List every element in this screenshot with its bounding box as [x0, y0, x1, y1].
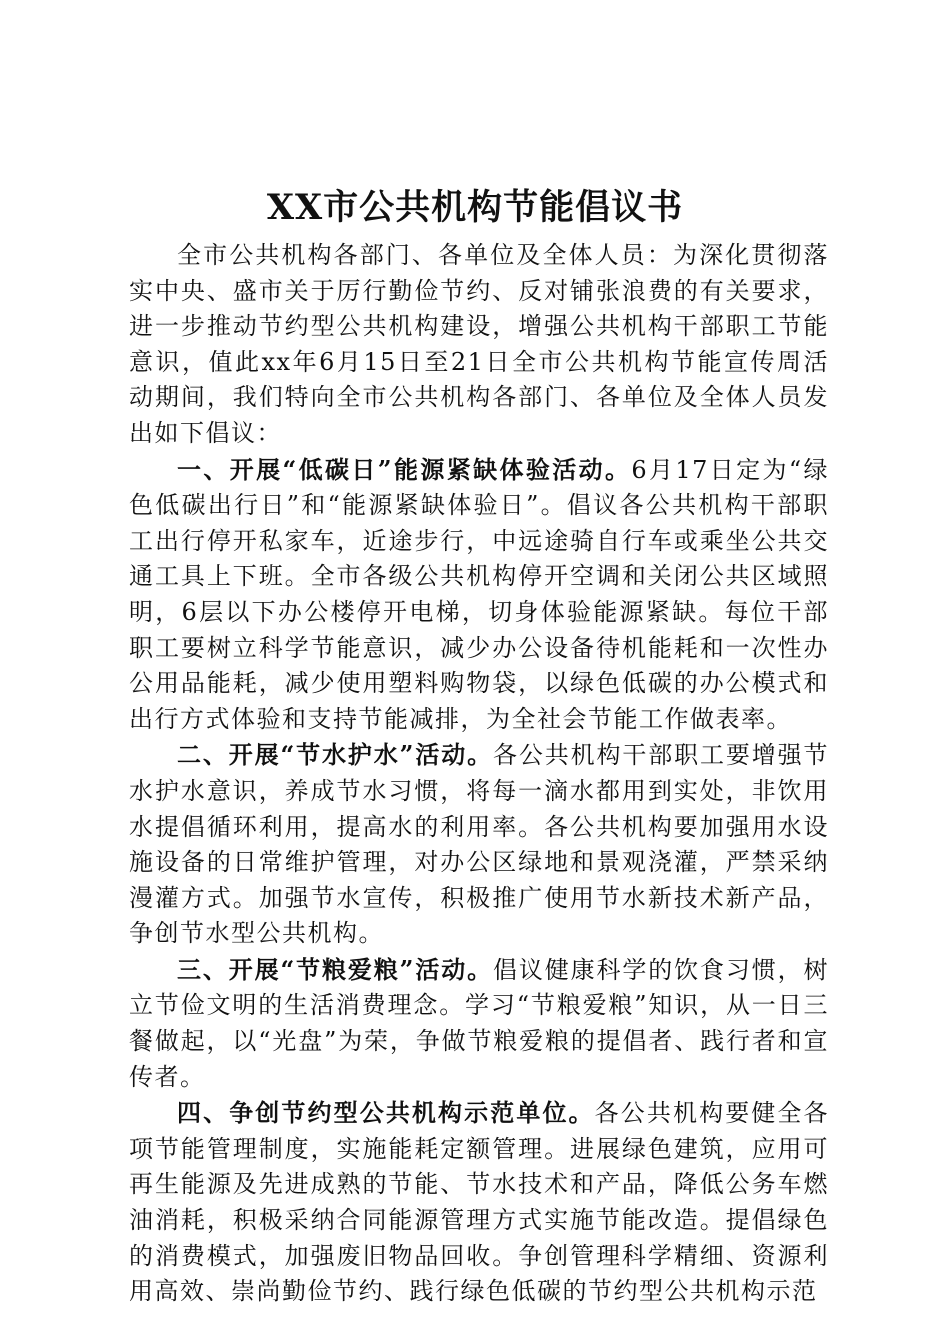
section-text-3: 倡议健康科学的饮食习惯，树立节俭文明的生活消费理念。学习“节粮爱粮”知识，从一日三餐做起，以“光盘”为荣，争做节粮爱粮的提倡者、践行者和宣传者。 — [129, 955, 830, 1091]
document-body — [129, 238, 829, 1310]
section-heading-2: 二、开展“节水护水”活动。 — [177, 740, 493, 770]
section-heading-3: 三、开展“节粮爱粮”活动。 — [177, 954, 493, 984]
section-heading-1: 一、开展“低碳日”能源紧缺体验活动。 — [177, 454, 632, 484]
section-text-1: 6月17日定为“绿色低碳出行日”和“能源紧缺体验日”。倡议各公共机构干部职工出行停开私家车，近途步行，中远途骑自行车或乘坐公共交通工具上下班。全市各级公共机构停开空调和关闭公共区域照明，6层以下办公楼停开电梯，切身体验能源紧缺。每位干部职工要树立科学节能意识，减少办公设备待机能耗和一次性办公用品能耗，减少使用塑料购物袋，以绿色低碳的办公模式和出行方式体验和支持节能减排，为全社会节能工作做表率。 — [129, 455, 830, 733]
intro-paragraph: 全市公共机构各部门、各单位及全体人员：为深化贯彻落实中央、盛市关于厉行勤俭节约、反对铺张浪费的有关要求，进一步推动节约型公共机构建设，增强公共机构干部职工节能意识，值此xx年6月15日至21日全市公共机构节能宣传周活动期间，我们特向全市公共机构各部门、各单位及全体人员发出如下倡议： — [129, 241, 829, 447]
section-paragraph-2 — [129, 737, 829, 952]
section-heading-4: 四、争创节约型公共机构示范单位。 — [177, 1098, 595, 1128]
section-text-4: 各公共机构要健全各项节能管理制度，实施能耗定额管理。进展绿色建筑，应用可再生能源及先进成熟的节能、节水技术和产品，降低公务车燃油消耗，积极采纳合同能源管理方式实施节能改造。提倡绿色的消费模式，加强废旧物品回收。争创管理科学精细、资源利用高效、崇尚勤俭节约、践行绿色低碳的节约型公共机构示范 — [129, 1099, 830, 1306]
section-paragraph-3 — [129, 952, 829, 1095]
document-title: XX市公共机构节能倡议书 — [266, 187, 684, 228]
section-text-2: 各公共机构干部职工要增强节水护水意识，养成节水习惯，将每一滴水都用到实处，非饮用水提倡循环利用，提高水的利用率。各公共机构要加强用水设施设备的日常维护管理，对办公区绿地和景观浇灌，严禁采纳漫灌方式。加强节水宣传，积极推广使用节水新技术新产品，争创节水型公共机构。 — [129, 741, 830, 948]
section-paragraph-4 — [129, 1095, 829, 1310]
section-paragraph-1 — [129, 452, 829, 738]
